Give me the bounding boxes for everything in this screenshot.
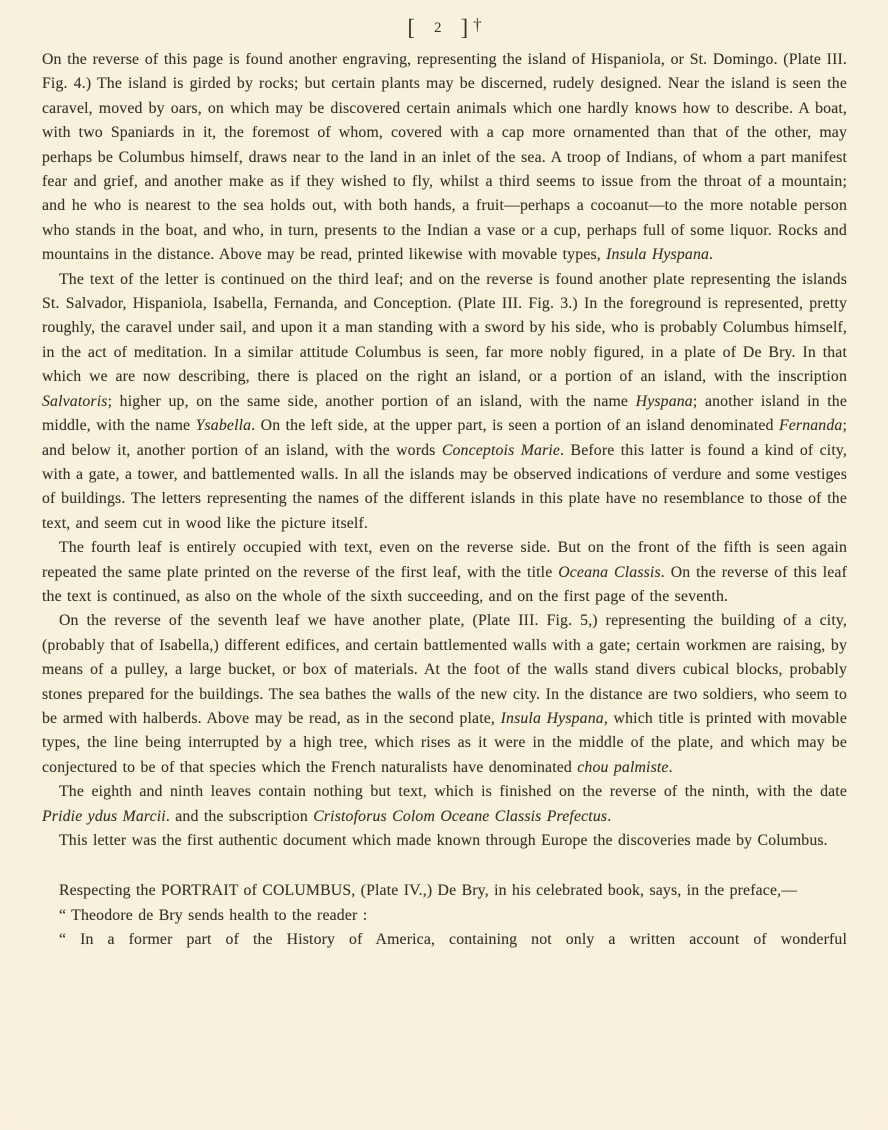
- italic-phrase: Oceana Classis: [558, 563, 661, 581]
- paragraph: [42, 536, 847, 609]
- paragraph: [42, 829, 847, 853]
- text-run: “ In a former part of the History of America, containing not only a written account of wonderful: [59, 931, 847, 949]
- italic-phrase: Pridie ydus Marcii: [42, 807, 166, 825]
- text-run: The text of the letter is continued on the third leaf; and on the reverse is found another plate representing the islands St. Salvador, Hispaniola, Isabella, Fernanda, and Conception. (Plate III. Fig. 3.) In the foreground is represented, pretty roughly, the caravel under sail, and upon it a man standing with a sword by his side, who is probably Columbus himself, in the act of meditation. In a similar attitude Columbus is seen, far more nobly figured, in a plate of De Bry. In that which we are now describing, there is placed on the right an island, or a portion of an island, with the inscription: [42, 270, 847, 386]
- text-run: . On the reverse of this leaf the text is continued, as also on the whole of the sixth succeeding, and on the first page of the seventh.: [42, 563, 847, 605]
- dagger-mark: †: [473, 15, 482, 34]
- italic-phrase: Insula Hyspana: [500, 709, 604, 727]
- text-run: On the reverse of this page is found another engraving, representing the island of Hispaniola, or St. Domingo. (Plate III. Fig. 4.) The island is girded by rocks; but certain plants may be discerned, rudely designed. Near the island is seen the caravel, moved by oars, on which may be discovered certain animals which one hardly knows how to describe. A boat, with two Spaniards in it, the foremost of whom, covered with a cap more ornamented than that of the other, may perhaps be Columbus himself, draws near to the land in an inlet of the sea. A troop of Indians, of whom a part manifest fear and grief, and another make as if they wished to fly, whilst a third seems to issue from the throat of a mountain; and he who is nearest to the sea holds out, with both hands, a fruit—perhaps a cocoanut—to the more notable person who stands in the boat, and who, in turn, presents to the Indian a vase or a cup, perhaps full of some liquor. Rocks and mountains in the distance. Above may be read, printed likewise with movable types,: [42, 51, 847, 264]
- italic-phrase: chou palmiste: [577, 758, 669, 776]
- text-run: The eighth and ninth leaves contain nothing but text, which is finished on the reverse of the ninth, with the date: [59, 783, 847, 801]
- text-run: . and the subscription: [165, 807, 314, 825]
- text-run: .: [668, 758, 673, 776]
- text-run: This letter was the first authentic document which made known through Europe the discoveries made by Columbus.: [59, 832, 828, 849]
- paragraph: [42, 904, 847, 928]
- italic-phrase: Ysabella: [195, 417, 252, 435]
- text-run: . On the left side, at the upper part, is seen a portion of an island denominated: [251, 417, 779, 435]
- paragraph: [42, 609, 847, 780]
- paragraph: [42, 780, 847, 829]
- paragraph: [42, 268, 847, 536]
- italic-phrase: Hyspana: [635, 392, 693, 410]
- text-run: .: [709, 246, 714, 264]
- text-run: ; higher up, on the same side, another portion of an island, with the name: [107, 392, 636, 410]
- text-run: ; another island in the middle, with the name: [42, 392, 847, 435]
- page-number-bracket-left: [: [407, 15, 415, 40]
- page-number-bracket-right: ]: [460, 15, 469, 40]
- italic-phrase: Insula Hyspana: [606, 246, 710, 264]
- text-run: “ Theodore de Bry sends health to the reader :: [59, 906, 368, 924]
- text-run: ; and below it, another portion of an island, with the words: [42, 417, 848, 459]
- text-run: .: [607, 807, 612, 825]
- paragraph: [42, 879, 847, 903]
- text-run: , which title is printed with movable types, the line being interrupted by a high tree, which rises as it were in the middle of the plate, and which may be conjectured to be of that species which the French naturalists have denominated: [42, 709, 847, 776]
- paragraph: [42, 48, 847, 268]
- italic-phrase: Cristoforus Colom Oceane Classis Prefectus: [313, 807, 608, 825]
- page-number: 2: [434, 20, 442, 36]
- text-run: . Before this latter is found a kind of city, with a gate, a tower, and battlemented walls. In all the islands may be observed indications of verdure and some vestiges of buildings. The letters representing the names of the different islands in this plate have no resemblance to those of the text, and seem cut in wood like the picture itself.: [42, 441, 847, 532]
- italic-phrase: Salvatoris: [42, 392, 108, 410]
- page-body: [42, 48, 847, 953]
- text-run: Respecting the PORTRAIT of COLUMBUS, (Plate IV.,) De Bry, in his celebrated book, says, in the preface,—: [59, 882, 798, 900]
- italic-phrase: Conceptois Marie: [441, 441, 561, 459]
- page-header: [42, 10, 847, 48]
- italic-phrase: Fernanda: [778, 417, 843, 435]
- paragraph: [42, 928, 847, 952]
- text-run: On the reverse of the seventh leaf we have another plate, (Plate III. Fig. 5,) representing the building of a city, (probably that of Isabella,) different edifices, and certain battlemented walls with a gate; certain workmen are raising, by means of a pulley, a large bucket, or box of materials. At the foot of the walls stand divers cubical blocks, probably stones prepared for the buildings. The sea bathes the walls of the new city. In the distance are two soldiers, who seem to be armed with halberds. Above may be read, as in the second plate,: [42, 612, 847, 727]
- text-run: The fourth leaf is entirely occupied with text, even on the reverse side. But on the front of the fifth is seen again repeated the same plate printed on the reverse of the first leaf, with the title: [42, 539, 847, 581]
